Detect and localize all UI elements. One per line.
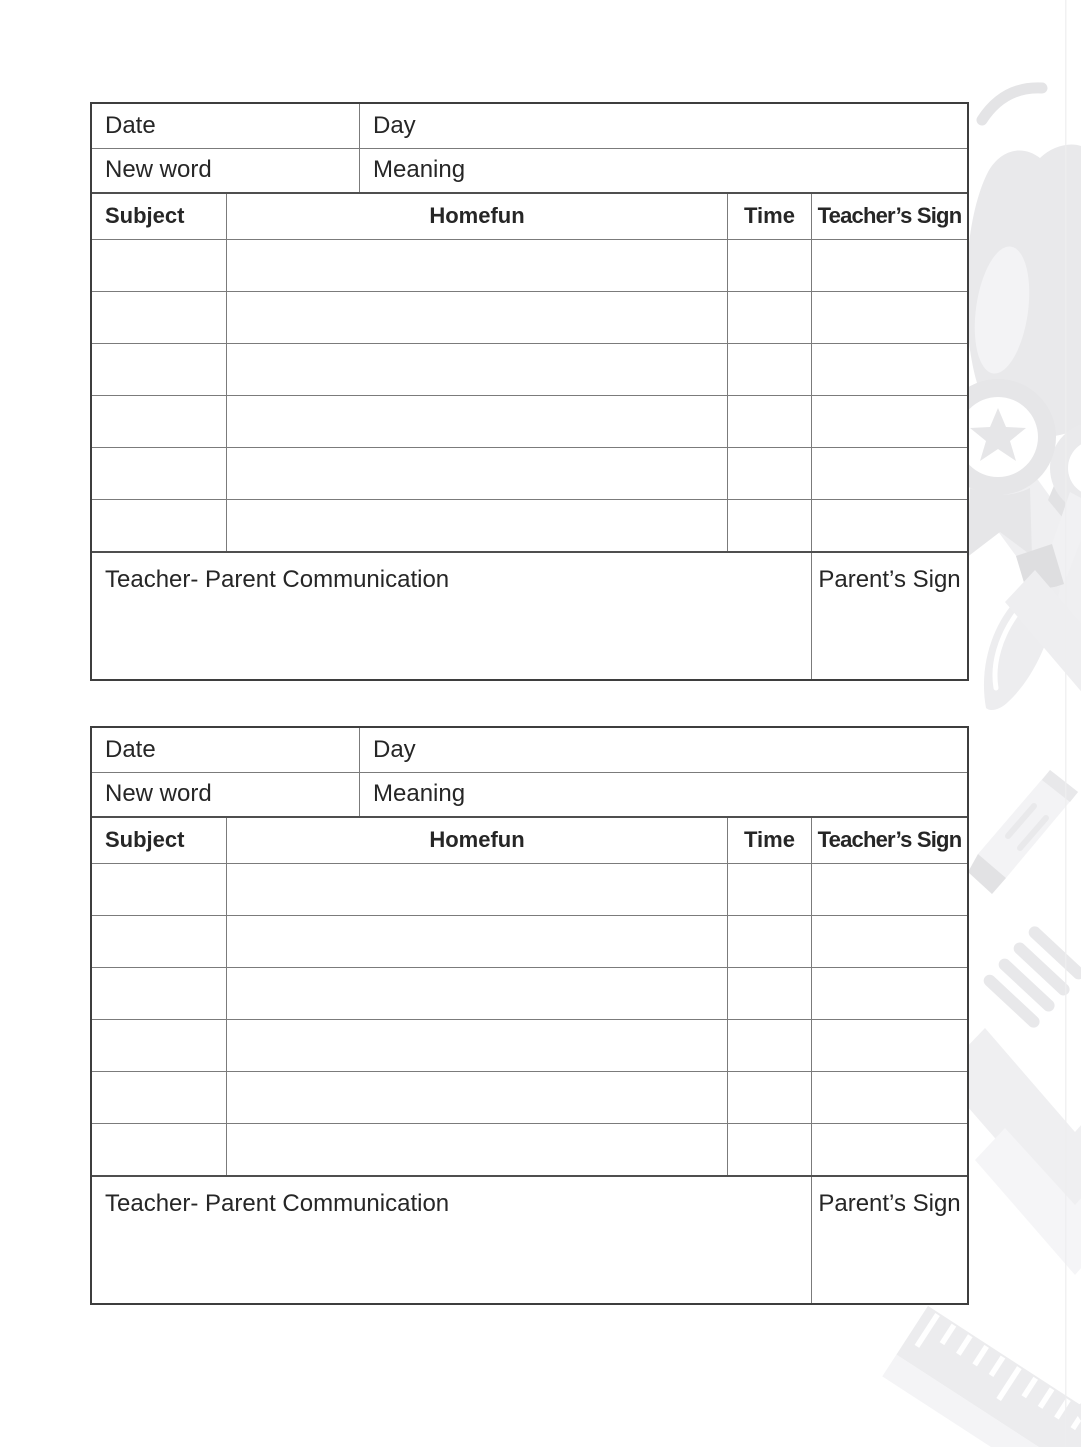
empty-time-cell bbox=[727, 863, 811, 915]
empty-teacher-sign-cell bbox=[811, 395, 967, 447]
empty-subject-cell bbox=[92, 499, 226, 551]
empty-teacher-sign-cell bbox=[811, 239, 967, 291]
subject-header-cell: Subject bbox=[105, 827, 185, 853]
empty-time-cell bbox=[727, 239, 811, 291]
empty-homefun-cell bbox=[226, 291, 727, 343]
teacher-parent-communication-cell: Teacher- Parent Communication bbox=[105, 566, 450, 593]
page-fold-line bbox=[1065, 0, 1067, 1447]
empty-time-cell bbox=[727, 395, 811, 447]
parent-sign-cell: Parent’s Sign bbox=[811, 1177, 967, 1303]
empty-teacher-sign-cell bbox=[811, 863, 967, 915]
date-label-cell: Date bbox=[105, 111, 156, 139]
new-word-label-cell: New word bbox=[92, 148, 359, 192]
communication-section bbox=[92, 551, 967, 679]
meaning-label-cell: Meaning bbox=[359, 148, 967, 192]
communication-section bbox=[92, 1175, 967, 1303]
time-header-cell: Time bbox=[727, 194, 811, 239]
empty-time-cell bbox=[727, 343, 811, 395]
teacher-parent-communication-cell: Teacher- Parent Communication bbox=[105, 1190, 450, 1217]
date-day-section bbox=[92, 104, 967, 192]
empty-subject-cell bbox=[92, 1071, 226, 1123]
teacher-sign-header-cell: Teacher’s Sign bbox=[811, 818, 967, 863]
empty-time-cell bbox=[727, 499, 811, 551]
homework-grid-section bbox=[92, 192, 967, 551]
time-header-cell: Time bbox=[727, 818, 811, 863]
homework-diary-card-2 bbox=[90, 726, 969, 1305]
parent-sign-cell: Parent’s Sign bbox=[811, 553, 967, 679]
empty-homefun-cell bbox=[226, 343, 727, 395]
empty-teacher-sign-cell bbox=[811, 967, 967, 1019]
new-word-label-cell: New word bbox=[92, 772, 359, 816]
empty-teacher-sign-cell bbox=[811, 1071, 967, 1123]
empty-subject-cell bbox=[92, 343, 226, 395]
homefun-header-cell: Homefun bbox=[226, 194, 727, 239]
homework-diary-card-1 bbox=[90, 102, 969, 681]
empty-homefun-cell bbox=[226, 499, 727, 551]
empty-teacher-sign-cell bbox=[811, 1123, 967, 1175]
empty-homefun-cell bbox=[226, 395, 727, 447]
empty-homefun-cell bbox=[226, 863, 727, 915]
empty-time-cell bbox=[727, 1019, 811, 1071]
empty-teacher-sign-cell bbox=[811, 447, 967, 499]
empty-time-cell bbox=[727, 447, 811, 499]
date-day-section bbox=[92, 728, 967, 816]
empty-subject-cell bbox=[92, 1123, 226, 1175]
empty-time-cell bbox=[727, 915, 811, 967]
marker-pen-icon bbox=[968, 770, 1078, 894]
empty-subject-cell bbox=[92, 967, 226, 1019]
teacher-sign-header-cell: Teacher’s Sign bbox=[811, 194, 967, 239]
empty-homefun-cell bbox=[226, 967, 727, 1019]
day-label-cell: Day bbox=[359, 104, 967, 148]
empty-subject-cell bbox=[92, 291, 226, 343]
meaning-label-cell: Meaning bbox=[359, 772, 967, 816]
empty-teacher-sign-cell bbox=[811, 915, 967, 967]
empty-time-cell bbox=[727, 1123, 811, 1175]
empty-homefun-cell bbox=[226, 1123, 727, 1175]
empty-homefun-cell bbox=[226, 1019, 727, 1071]
empty-subject-cell bbox=[92, 395, 226, 447]
empty-time-cell bbox=[727, 967, 811, 1019]
empty-teacher-sign-cell bbox=[811, 343, 967, 395]
ruler-icon bbox=[882, 1306, 1081, 1447]
empty-subject-cell bbox=[92, 863, 226, 915]
date-label-cell: Date bbox=[105, 735, 156, 763]
homefun-header-cell: Homefun bbox=[226, 818, 727, 863]
empty-time-cell bbox=[727, 291, 811, 343]
day-label-cell: Day bbox=[359, 728, 967, 772]
empty-subject-cell bbox=[92, 447, 226, 499]
empty-time-cell bbox=[727, 1071, 811, 1123]
empty-homefun-cell bbox=[226, 915, 727, 967]
empty-teacher-sign-cell bbox=[811, 291, 967, 343]
empty-teacher-sign-cell bbox=[811, 1019, 967, 1071]
empty-homefun-cell bbox=[226, 1071, 727, 1123]
empty-subject-cell bbox=[92, 915, 226, 967]
empty-subject-cell bbox=[92, 239, 226, 291]
empty-teacher-sign-cell bbox=[811, 499, 967, 551]
homework-grid-section bbox=[92, 816, 967, 1175]
empty-homefun-cell bbox=[226, 447, 727, 499]
empty-homefun-cell bbox=[226, 239, 727, 291]
subject-header-cell: Subject bbox=[105, 203, 185, 229]
empty-subject-cell bbox=[92, 1019, 226, 1071]
